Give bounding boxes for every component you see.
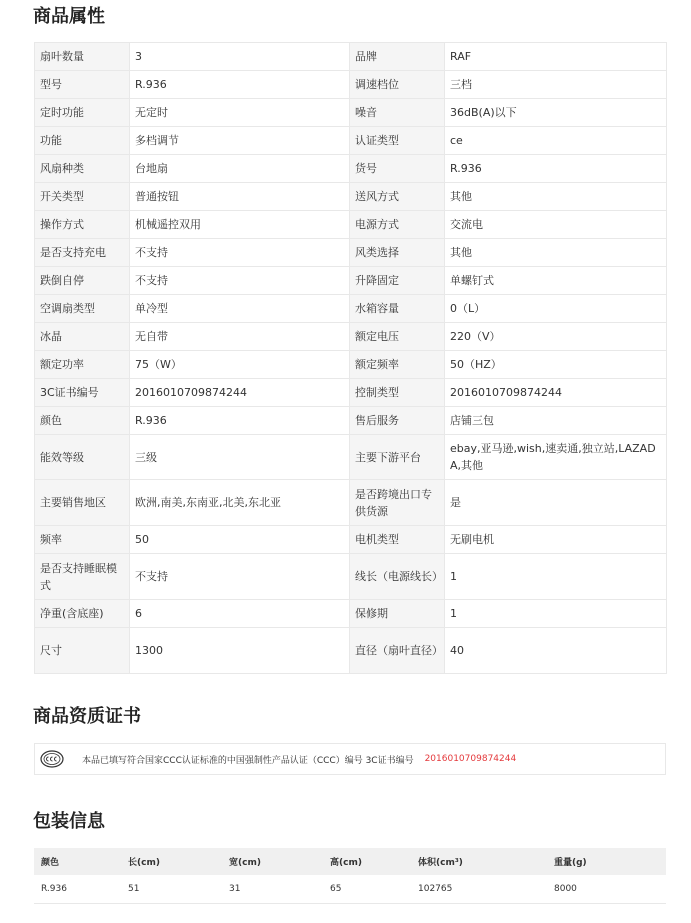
attribute-value: ebay,亚马逊,wish,速卖通,独立站,LAZADA,其他	[445, 435, 667, 480]
attribute-key: 跌倒自停	[35, 267, 130, 295]
attribute-value: 1300	[130, 628, 350, 674]
attribute-key: 保修期	[350, 600, 445, 628]
attribute-row	[35, 351, 667, 379]
attribute-key: 频率	[35, 526, 130, 554]
attribute-key: 额定功率	[35, 351, 130, 379]
attribute-value: 交流电	[445, 211, 667, 239]
attribute-key: 能效等级	[35, 435, 130, 480]
attribute-key: 货号	[350, 155, 445, 183]
attribute-key: 是否跨境出口专供货源	[350, 480, 445, 526]
attribute-value: 不支持	[130, 239, 350, 267]
attribute-value: 是	[445, 480, 667, 526]
attributes-title: 商品属性	[33, 6, 105, 27]
attribute-key: 送风方式	[350, 183, 445, 211]
attribute-row	[35, 71, 667, 99]
attribute-value: R.936	[445, 155, 667, 183]
certificate-number: 2016010709874244	[424, 754, 517, 764]
attribute-key: 认证类型	[350, 127, 445, 155]
attribute-key: 功能	[35, 127, 130, 155]
attribute-row	[35, 628, 667, 674]
attribute-value: 6	[130, 600, 350, 628]
attribute-row	[35, 600, 667, 628]
attribute-row	[35, 323, 667, 351]
attribute-row	[35, 43, 667, 71]
attribute-key: 额定电压	[350, 323, 445, 351]
attribute-key: 操作方式	[35, 211, 130, 239]
attribute-value: 220（V）	[445, 323, 667, 351]
attribute-key: 是否支持充电	[35, 239, 130, 267]
package-header: 颜色	[34, 848, 121, 875]
attribute-value: 50	[130, 526, 350, 554]
attribute-row	[35, 239, 667, 267]
attribute-value: 不支持	[130, 554, 350, 600]
attribute-value: R.936	[130, 71, 350, 99]
attribute-key: 直径（扇叶直径）	[350, 628, 445, 674]
package-header: 高(cm)	[323, 848, 411, 875]
attribute-value: RAF	[445, 43, 667, 71]
attribute-value: 40	[445, 628, 667, 674]
attribute-key: 售后服务	[350, 407, 445, 435]
attribute-key: 噪音	[350, 99, 445, 127]
ccc-icon	[40, 750, 64, 768]
attribute-value: 75（W）	[130, 351, 350, 379]
attribute-value: 2016010709874244	[130, 379, 350, 407]
package-cell: 65	[323, 875, 411, 904]
attribute-key: 扇叶数量	[35, 43, 130, 71]
attribute-value: 无刷电机	[445, 526, 667, 554]
attribute-key: 主要销售地区	[35, 480, 130, 526]
certificate-text: 本品已填写符合国家CCC认证标准的中国强制性产品认证（CCC）编号 3C证书编号	[82, 755, 414, 766]
attribute-key: 水箱容量	[350, 295, 445, 323]
attribute-key: 尺寸	[35, 628, 130, 674]
package-cell: R.936	[34, 875, 121, 904]
attribute-value: 1	[445, 600, 667, 628]
attribute-key: 冰晶	[35, 323, 130, 351]
package-cell: 31	[222, 875, 323, 904]
attribute-value: 3	[130, 43, 350, 71]
attribute-row	[35, 99, 667, 127]
attribute-key: 电源方式	[350, 211, 445, 239]
attribute-value: 单螺钉式	[445, 267, 667, 295]
package-header: 体积(cm³)	[411, 848, 547, 875]
attribute-value: 36dB(A)以下	[445, 99, 667, 127]
attribute-value: 1	[445, 554, 667, 600]
attribute-key: 空调扇类型	[35, 295, 130, 323]
package-cell: 8000	[547, 875, 666, 904]
attribute-value: 其他	[445, 183, 667, 211]
attribute-value: 不支持	[130, 267, 350, 295]
attribute-key: 型号	[35, 71, 130, 99]
attribute-value: 欧洲,南美,东南亚,北美,东北亚	[130, 480, 350, 526]
attribute-row	[35, 295, 667, 323]
attribute-value: 店铺三包	[445, 407, 667, 435]
attributes-table	[34, 42, 667, 674]
attribute-key: 风扇种类	[35, 155, 130, 183]
attribute-value: 50（HZ）	[445, 351, 667, 379]
package-row	[34, 875, 666, 904]
attribute-key: 净重(含底座)	[35, 600, 130, 628]
attribute-key: 风类选择	[350, 239, 445, 267]
attribute-row	[35, 127, 667, 155]
attribute-row	[35, 211, 667, 239]
attribute-key: 电机类型	[350, 526, 445, 554]
attribute-row	[35, 526, 667, 554]
package-header: 重量(g)	[547, 848, 666, 875]
certificate-title: 商品资质证书	[33, 706, 141, 727]
package-cell: 102765	[411, 875, 547, 904]
attribute-key: 控制类型	[350, 379, 445, 407]
attribute-value: 多档调节	[130, 127, 350, 155]
package-table	[34, 848, 666, 904]
attribute-row	[35, 155, 667, 183]
package-header: 长(cm)	[121, 848, 222, 875]
attribute-value: 三档	[445, 71, 667, 99]
attribute-value: 0（L）	[445, 295, 667, 323]
attribute-value: 台地扇	[130, 155, 350, 183]
attribute-value: 无自带	[130, 323, 350, 351]
attribute-value: 其他	[445, 239, 667, 267]
attribute-key: 调速档位	[350, 71, 445, 99]
attribute-key: 主要下游平台	[350, 435, 445, 480]
attribute-row	[35, 554, 667, 600]
attribute-key: 定时功能	[35, 99, 130, 127]
attribute-value: 单冷型	[130, 295, 350, 323]
attribute-row	[35, 379, 667, 407]
attribute-key: 品牌	[350, 43, 445, 71]
attribute-value: 普通按钮	[130, 183, 350, 211]
attribute-value: 机械遥控双用	[130, 211, 350, 239]
attribute-row	[35, 183, 667, 211]
attribute-key: 是否支持睡眠模式	[35, 554, 130, 600]
attribute-value: ce	[445, 127, 667, 155]
attribute-key: 颜色	[35, 407, 130, 435]
attribute-value: 2016010709874244	[445, 379, 667, 407]
package-header: 宽(cm)	[222, 848, 323, 875]
attribute-row	[35, 267, 667, 295]
attribute-key: 3C证书编号	[35, 379, 130, 407]
attribute-row	[35, 407, 667, 435]
package-title: 包装信息	[33, 811, 105, 832]
attribute-row	[35, 435, 667, 480]
attribute-key: 额定频率	[350, 351, 445, 379]
attribute-key: 升降固定	[350, 267, 445, 295]
attribute-row	[35, 480, 667, 526]
attribute-value: 无定时	[130, 99, 350, 127]
attribute-key: 开关类型	[35, 183, 130, 211]
attribute-key: 线长（电源线长）	[350, 554, 445, 600]
certificate-box	[34, 743, 666, 775]
attribute-value: R.936	[130, 407, 350, 435]
attribute-value: 三级	[130, 435, 350, 480]
package-cell: 51	[121, 875, 222, 904]
